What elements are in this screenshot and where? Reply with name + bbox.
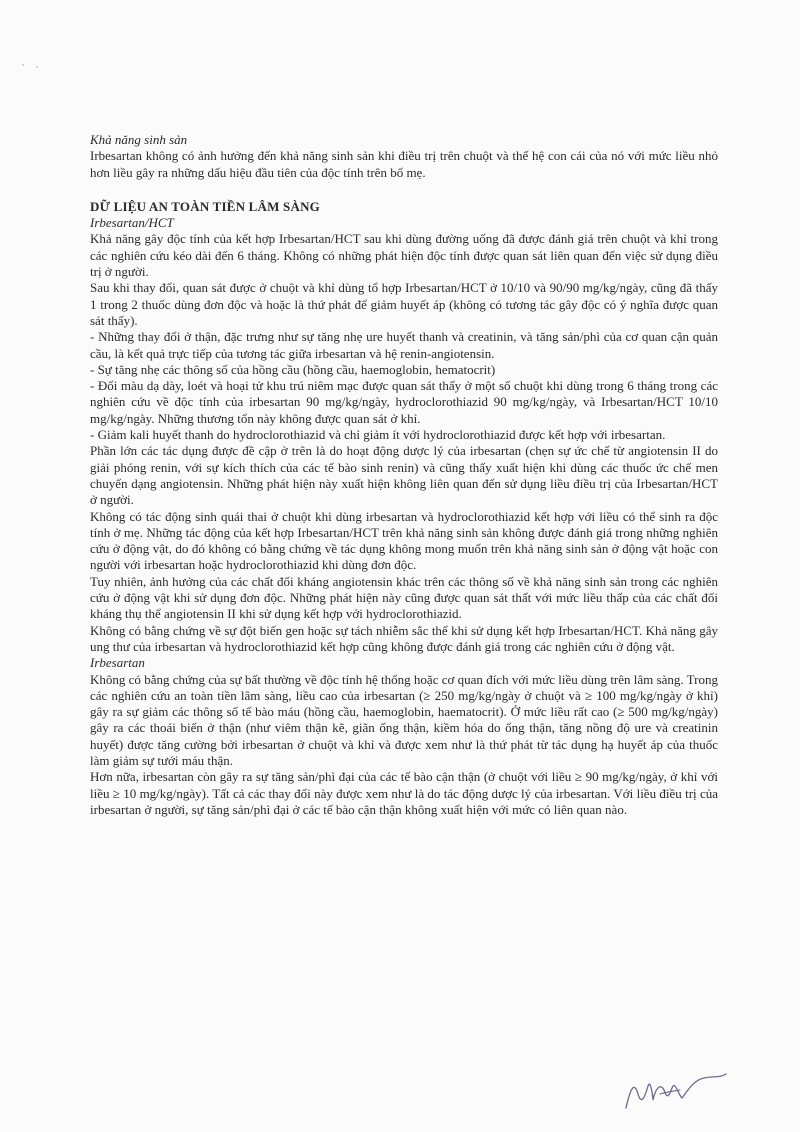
irbesartan-paragraph: Hơn nữa, irbesartan còn gây ra sự tăng sản/phì đại của các tế bào cận thận (ở chuột với liều ≥ 90 mg/kg/ngày, ở khỉ với liều ≥ 10 mg/kg/ngày). Tất cả các thay đổi này được xem như là do tác động dược lý của irbesartan. Với liều điều trị của irbesartan ở người, sự tăng sản/phì đại ở các tế bào cận thận không xuất hiện với mức có liên quan nào. xyxy=(90,769,718,817)
spacer xyxy=(90,181,718,197)
combo-paragraph: - Giảm kali huyết thanh do hydroclorothiazid và chỉ giảm ít với hydroclorothiazid được kết hợp với irbesartan. xyxy=(90,427,666,443)
scan-artifact xyxy=(36,66,38,68)
section-title-preclinical: DỮ LIỆU AN TOÀN TIỀN LÂM SÀNG xyxy=(90,198,320,214)
combo-heading: Irbesartan/HCT xyxy=(90,215,174,231)
combo-paragraph: - Những thay đổi ở thận, đặc trưng như sự tăng nhẹ ure huyết thanh và creatinin, và tăng sản/phì của cơ quan cận quản cầu, là kết quả trực tiếp của tương tác giữa irbesartan và hệ renin-angiotensin. xyxy=(90,329,718,361)
combo-paragraph: Tuy nhiên, ảnh hưởng của các chất đối kháng angiotensin khác trên các thông số về khả năng sinh sản trong các nghiên cứu ở động vật khi sử dụng đơn độc. Những phát hiện này cũng được quan sát thất với mức liều thấp của các chất đối kháng thụ thể angiotensin II khi sử dụng kết hợp với hydroclorothiazid. xyxy=(90,573,718,622)
irbesartan-paragraph: Không có bằng chứng của sự bất thường về độc tính hệ thống hoặc cơ quan đích với mức liều dùng trên lâm sàng. Trong các nghiên cứu an toàn tiền lâm sàng, liều cao của irbesartan (≥ 250 mg/kg/ngày ở chuột và ≥ 100 mg/kg/ngày ở khỉ) gây ra sự giảm các thông số tế bào máu (hồng cầu, haemoglobin, haematocrit). Ở mức liều rất cao (≥ 500 mg/kg/ngày) gây ra các thoái biến ở thận (như viêm thận kẽ, giãn ống thận, kiềm hóa do ống thận, tăng nồng độ ure và creatinin huyết) được tăng cường bởi irbesartan ở chuột và khỉ và được xem như là thứ phát từ tác dụng hạ huyết áp của thuốc làm giảm sự tưới máu thận. xyxy=(90,671,718,768)
combo-paragraph: - Đổi màu dạ dày, loét và hoại tử khu trú niêm mạc được quan sát thấy ở một số chuột khi dùng trong 6 tháng trong các nghiên cứu về độc tính của irbesartan 90 mg/kg/ngày, hydroclorothiazid 90 mg/kg/ngày, và Irbesartan/HCT 10/10 mg/kg/ngày. Những thương tổn này không được quan sát ở khỉ. xyxy=(90,378,718,426)
combo-paragraph: Phần lớn các tác dụng được đề cập ở trên là do hoạt động dược lý của irbesartan (chẹn sự ức chế từ angiotensin II do giải phóng renin, với sự kích thích của các tế bào sinh renin) và cũng thấy xuất hiện khi dùng các thuốc ức chế men chuyển dạng angiotensin. Những phát hiện này xuất hiện không liên quan đến sử dụng liều điều trị của Irbesartan/HCT ở người. xyxy=(90,443,718,508)
fertility-heading: Khả năng sinh sản xyxy=(90,132,188,147)
combo-paragraph: Sau khi thay đổi, quan sát được ở chuột và khỉ dùng tổ hợp Irbesartan/HCT ở 10/10 và 90/90 mg/kg/ngày, cũng đã thấy 1 trong 2 thuốc dùng đơn độc và hoặc là thứ phát để giảm huyết áp (không có tương tác gây độc có ý nghĩa được quan sát thấy). xyxy=(90,280,718,328)
document-body xyxy=(90,132,718,818)
combo-paragraph: Không có tác động sinh quái thai ở chuột khi dùng irbesartan và hydroclorothiazid kết hợp với liều có thể sinh ra độc tính ở mẹ. Những tác động của kết hợp Irbesartan/HCT trên khả năng sinh sản không được đánh giá trong những nghiên cứu ở động vật, do đó không có bằng chứng về tác dụng không mong muốn trên khả năng sinh sản ở động vật hoặc con người với irbesartan hoặc hydroclorothiazid khi dùng đơn độc. xyxy=(90,508,718,573)
irbesartan-heading: Irbesartan xyxy=(90,655,145,671)
combo-paragraph: Khả năng gây độc tính của kết hợp Irbesartan/HCT sau khi dùng đường uống đã được đánh giá trên chuột và khỉ trong các nghiên cứu kéo dài đến 6 tháng. Không có những phát hiện độc tính được quan sát liên quan đến việc sử dụng điều trị ở người. xyxy=(90,231,718,280)
handwritten-signature xyxy=(620,1060,730,1120)
combo-paragraph: Không có bằng chứng về sự đột biến gen hoặc sự tách nhiễm sắc thể khi sử dụng kết hợp Irbesartan/HCT. Khả năng gây ung thư của irbesartan và hydroclorothiazid kết hợp cũng không được đánh giá trong các nghiên cứu ở động vật. xyxy=(90,622,718,654)
fertility-paragraph: Irbesartan không có ảnh hưởng đến khả năng sinh sản khi điều trị trên chuột và thế hệ con cái của nó với mức liều nhỏ hơn liều gây ra những dấu hiệu đầu tiên của độc tính trên bố mẹ. xyxy=(90,148,718,180)
combo-paragraph: - Sự tăng nhẹ các thông số của hồng cầu (hồng cầu, haemoglobin, hematocrit) xyxy=(90,361,496,377)
scan-artifact xyxy=(22,64,24,66)
